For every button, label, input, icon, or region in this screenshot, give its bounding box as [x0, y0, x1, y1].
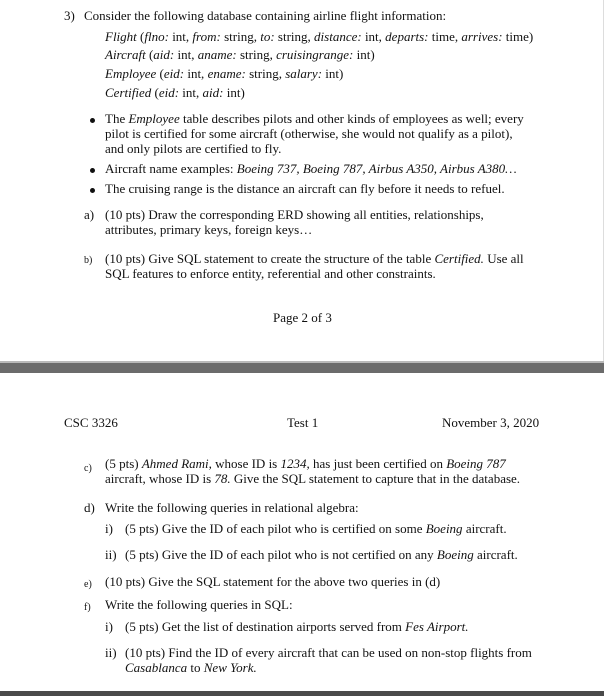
part-b-line2: SQL features to enforce entity, referential and other constraints.	[105, 266, 436, 281]
header-exam: Test 1	[287, 415, 319, 430]
bullet-cruising-range: The cruising range is the distance an aircraft can fly before it needs to refuel.	[105, 181, 505, 196]
part-e-text: (10 pts) Give the SQL statement for the above two queries in (d)	[105, 574, 441, 589]
part-f-ii-line2: Casablanca to New York.	[125, 660, 257, 675]
page-separator	[0, 363, 604, 373]
part-f-i-label: i)	[105, 619, 113, 634]
question-number: 3)	[64, 8, 75, 23]
header-date: November 3, 2020	[442, 415, 540, 430]
bullet-dot	[90, 118, 95, 123]
bullet-employee-line3: and only pilots are certified to fly.	[105, 141, 282, 156]
part-d-i-text: (5 pts) Give the ID of each pilot who is certified on some Boeing aircraft.	[125, 521, 507, 536]
part-d-text: Write the following queries in relational algebra:	[105, 500, 359, 515]
bullet-employee: The Employee table describes pilots and other kinds of employees as well; every	[105, 111, 524, 126]
bottom-rule	[0, 691, 604, 696]
part-c-label: c)	[84, 463, 92, 474]
part-d-i-label: i)	[105, 521, 113, 536]
part-f-ii-label: ii)	[105, 645, 117, 660]
schema-aircraft: Aircraft (aid: int, aname: string, cruisingrange: int)	[105, 47, 375, 62]
bullet-dot	[90, 168, 95, 173]
schema-employee: Employee (eid: int, ename: string, salary: int)	[105, 66, 344, 81]
part-d-ii-text: (5 pts) Give the ID of each pilot who is not certified on any Boeing aircraft.	[125, 547, 518, 562]
part-a-label: a)	[84, 207, 95, 222]
part-a-line2: attributes, primary keys, foreign keys…	[105, 222, 313, 237]
part-a-line1: (10 pts) Draw the corresponding ERD showing all entities, relationships,	[105, 207, 484, 222]
part-f-label: f)	[84, 602, 91, 613]
schema-certified: Certified (eid: int, aid: int)	[105, 85, 245, 100]
part-f-ii-line1: (10 pts) Find the ID of every aircraft that can be used on non-stop flights from	[125, 645, 532, 660]
bullet-aircraft-names: Aircraft name examples: Boeing 737, Boeing 787, Airbus A350, Airbus A380…	[105, 161, 517, 176]
schema-flight: Flight (flno: int, from: string, to: string, distance: int, departs: time, arrives: time)	[105, 29, 534, 44]
part-f-text: Write the following queries in SQL:	[105, 597, 293, 612]
part-f-i-text: (5 pts) Get the list of destination airports served from Fes Airport.	[125, 619, 469, 634]
part-c-line2: aircraft, whose ID is 78. Give the SQL statement to capture that in the database.	[105, 471, 521, 486]
part-e-label: e)	[84, 579, 92, 590]
part-d-label: d)	[84, 500, 95, 515]
bullet-dot	[90, 188, 95, 193]
part-c-line1: (5 pts) Ahmed Rami, whose ID is 1234, has just been certified on Boeing 787	[105, 456, 506, 471]
bullet-employee-line2: pilot is certified for some aircraft (otherwise, she would not qualify as a pilot),	[105, 126, 513, 141]
question-intro: Consider the following database containing airline flight information:	[84, 8, 447, 23]
part-d-ii-label: ii)	[105, 547, 117, 562]
header-course: CSC 3326	[64, 415, 118, 430]
part-b-label: b)	[84, 255, 93, 266]
page-footer: Page 2 of 3	[273, 310, 332, 325]
part-b-line1: (10 pts) Give SQL statement to create the structure of the table Certified. Use all	[105, 251, 524, 266]
